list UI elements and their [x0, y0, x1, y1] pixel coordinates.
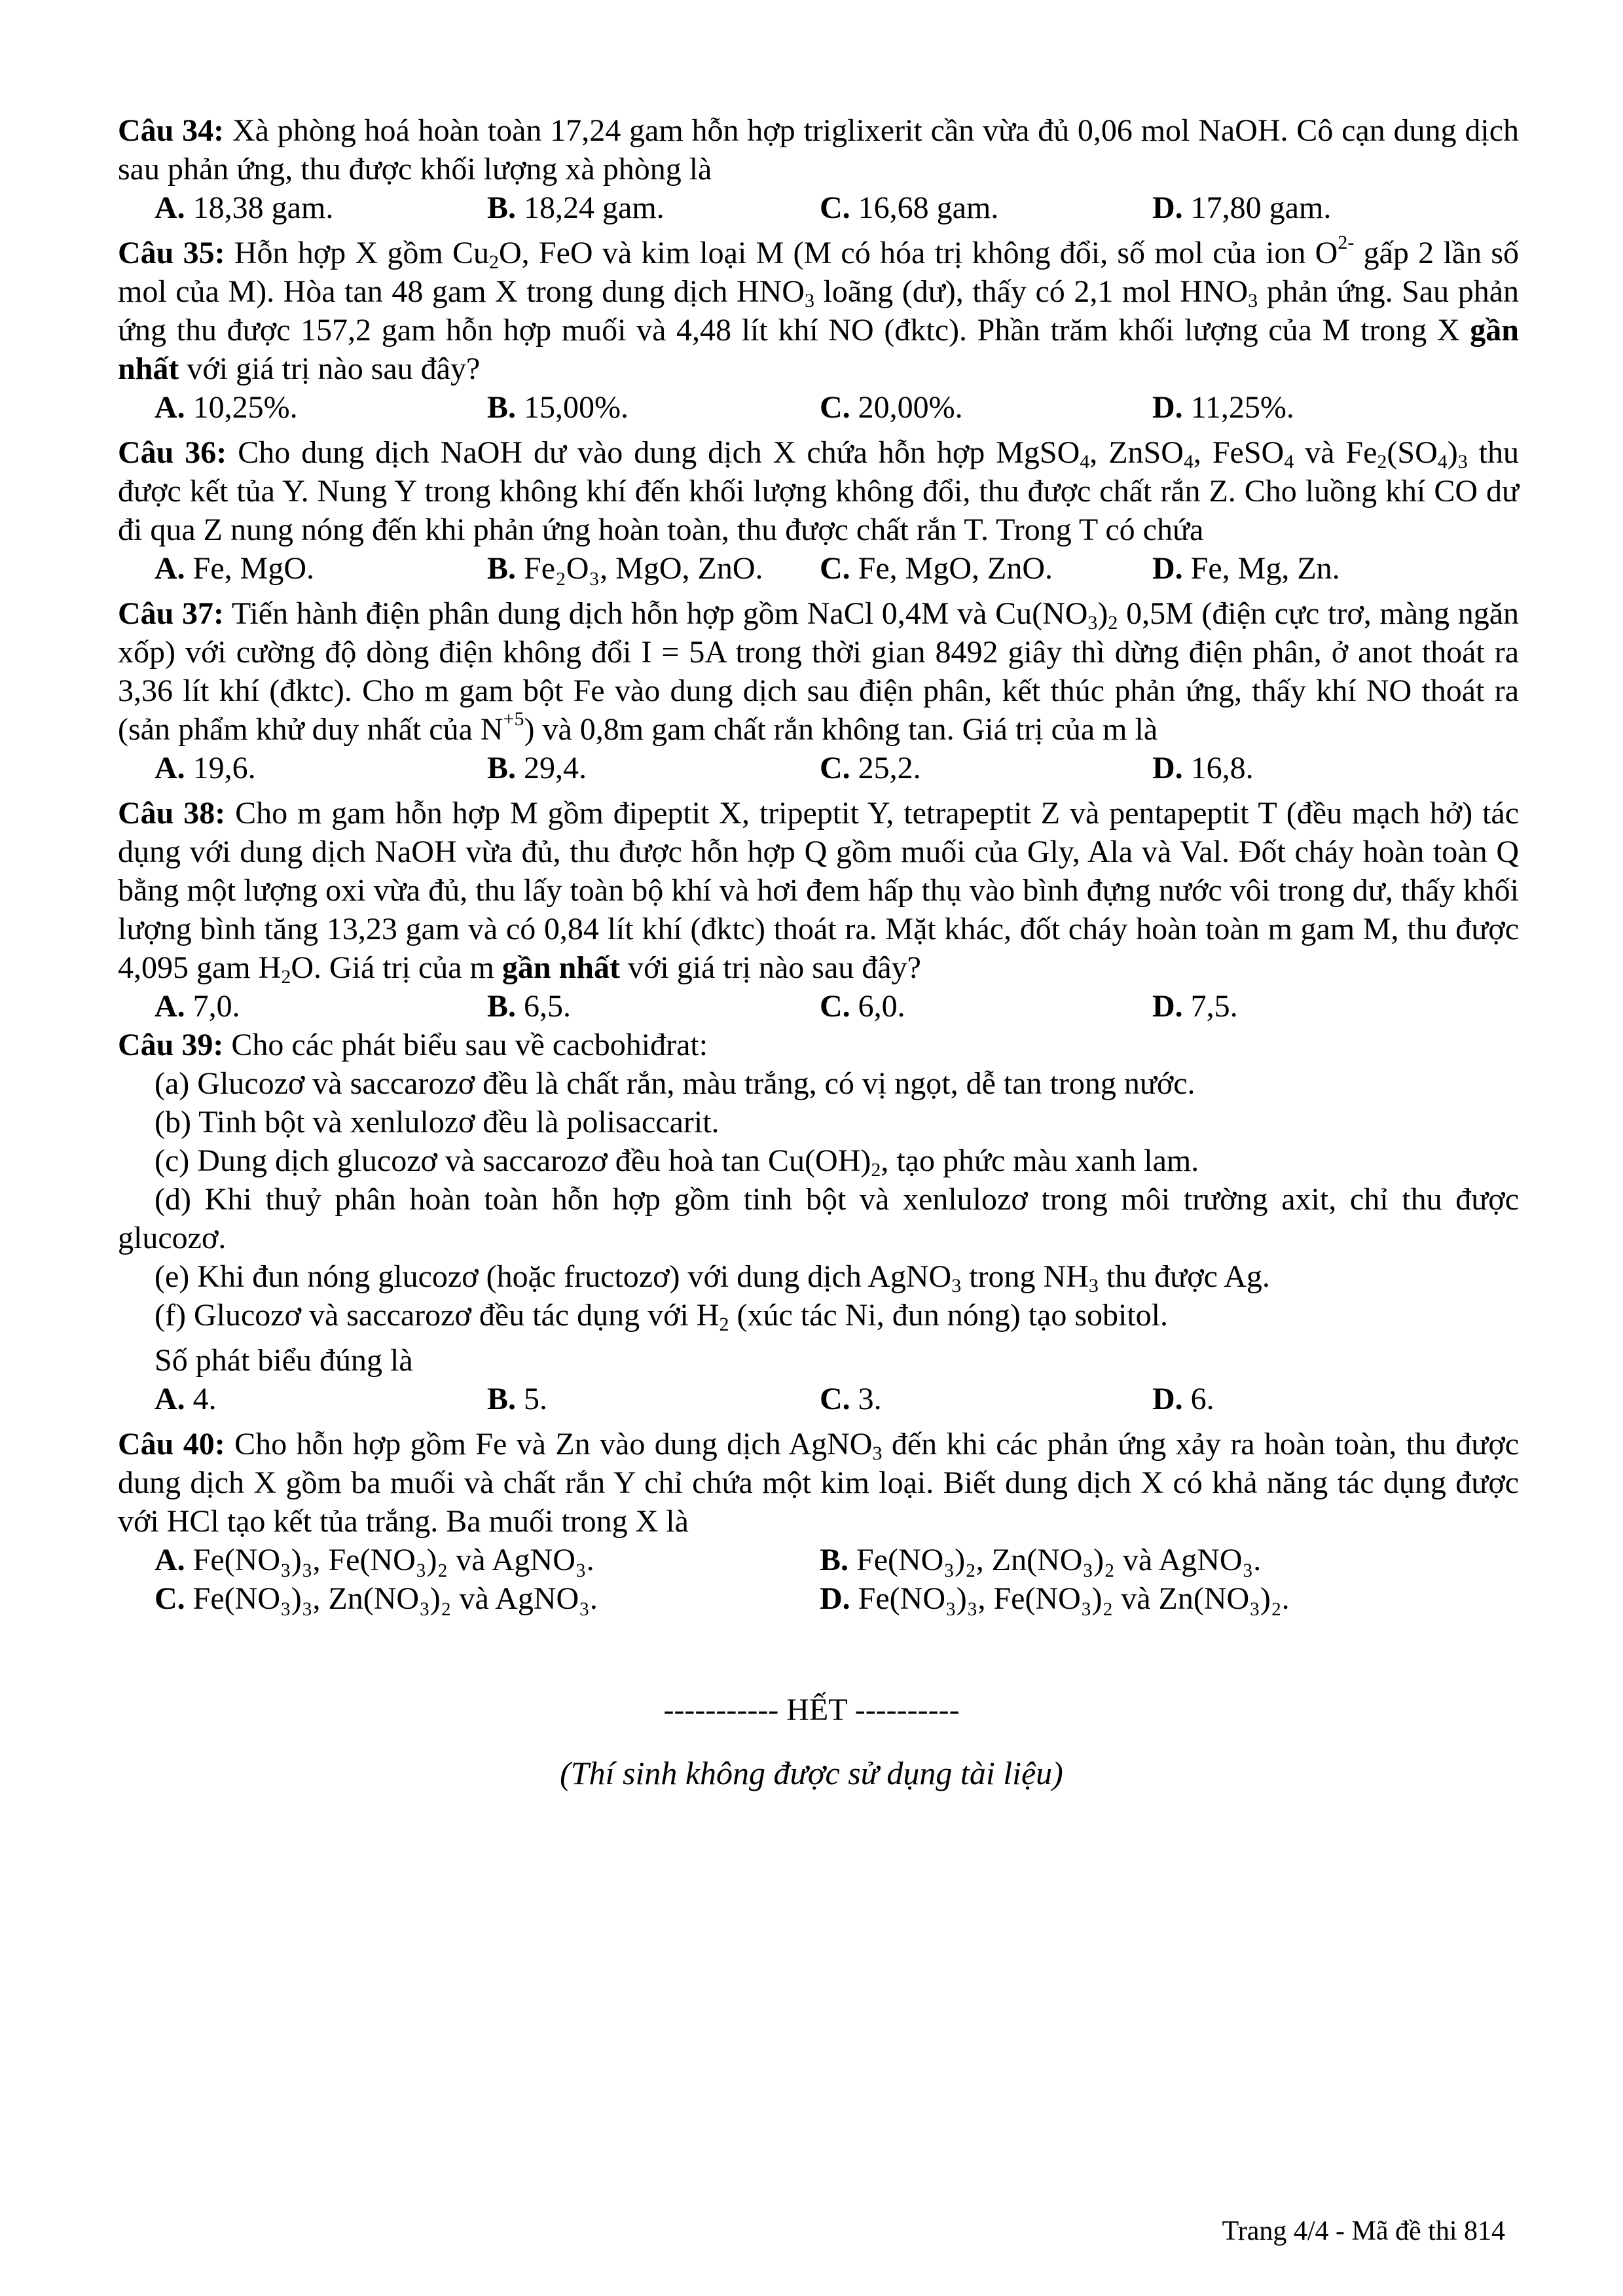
option-c: C. 20,00%. — [820, 390, 963, 425]
options-37 — [118, 749, 1519, 787]
options-39 — [118, 1380, 1519, 1418]
options-35 — [118, 388, 1519, 427]
option-d: D. 16,8. — [1152, 751, 1254, 785]
option-a: A. 7,0. — [155, 989, 240, 1024]
option-c: C. 16,68 gam. — [820, 190, 999, 225]
option-a: A. 4. — [155, 1382, 217, 1416]
option-d: D. 6. — [1152, 1382, 1214, 1416]
option-d: D. 17,80 gam. — [1152, 190, 1332, 225]
option-b: B. Fe(NO₃)₂, Zn(NO₃)₂ và AgNO₃. — [820, 1543, 1262, 1577]
question-text: Xà phòng hoá hoàn toàn 17,24 gam hỗn hợp triglixerit cần vừa đủ 0,06 mol NaOH. Cô cạn dung dịch sau phản ứng, thu được khối lượng xà phòng là — [118, 113, 1519, 187]
question-38: Câu 38: Cho m gam hỗn hợp M gồm đipeptit X, tripeptit Y, tetrapeptit Z và pentapeptit T (đều mạch hở) tác dụng với dung dịch NaOH vừa đủ, thu được hỗn hợp Q gồm muối của Gly, Ala và Val. Đốt cháy hoàn toàn Q bằng một lượng oxi vừa đủ, thu lấy toàn bộ khí và hơi đem hấp thụ vào bình đựng nước vôi trong dư, thấy khối lượng bình tăng 13,23 gam và có 0,84 lít khí (đktc) thoát ra. Mặt khác, đốt cháy hoàn toàn m gam M, thu được 4,095 gam $H_2O$. Giá trị của m gần nhất với giá trị nào sau đây? — [118, 796, 1519, 988]
option-a: A. 18,38 gam. — [155, 190, 334, 225]
question-34 — [118, 111, 1519, 188]
exam-page — [118, 111, 1519, 1618]
question-39-ask: Số phát biểu đúng là — [155, 1343, 413, 1378]
options-36 — [118, 549, 1519, 588]
option-a: A. Fe(NO₃)₃, Fe(NO₃)₂ và AgNO₃. — [155, 1543, 594, 1577]
option-c: C. Fe(NO₃)₃, Zn(NO₃)₂ và AgNO₃. — [155, 1581, 598, 1616]
option-a: A. 10,25%. — [155, 390, 298, 425]
statement-d: (d) Khi thuỷ phân hoàn toàn hỗn hợp gồm tinh bột và xenlulozơ trong môi trường axit, chỉ thu được glucozơ. — [118, 1182, 1519, 1255]
statement-b: (b) Tinh bột và xenlulozơ đều là polisaccarit. — [155, 1105, 720, 1139]
option-d: D. Fe, Mg, Zn. — [1152, 551, 1340, 586]
question-40: Câu 40: Cho hỗn hợp gồm Fe và Zn vào dung dịch AgNO$_3$ đến khi các phản ứng xảy ra hoàn toàn, thu được dung dịch X gồm ba muối và chất rắn Y chỉ chứa một kim loại. Biết dung dịch X có khả năng tác dụng được với HCl tạo kết tủa trắng. Ba muối trong X là — [118, 1427, 1520, 1539]
end-mark: ----------- HẾT ---------- — [663, 1693, 960, 1727]
option-b: B. 29,4. — [487, 751, 587, 785]
options-38 — [118, 987, 1519, 1026]
option-b: B. Fe₂O₃, MgO, ZnO. — [487, 551, 763, 586]
statement-e: (e) Khi đun nóng glucozơ (hoặc fructozơ) với dung dịch AgNO$_3$ trong $NH_3$ thu được Ag. — [155, 1259, 1270, 1297]
option-a: A. Fe, MgO. — [155, 551, 315, 586]
options-40 — [118, 1541, 1519, 1618]
question-label: Câu 34: — [118, 113, 225, 148]
option-b: B. 6,5. — [487, 989, 572, 1024]
options-34 — [118, 188, 1519, 227]
question-35: Câu 35: Hỗn hợp X gồm $Cu_2O$, FeO và kim loại M (M có hóa trị không đổi, số mol của ion $O^{2-}$ gấp 2 lần số mol của M). Hòa tan 48 gam X trong dung dịch $HNO_3$ loãng (dư), thấy có 2,1 mol $HNO_3$ phản ứng. Sau phản ứng thu được 157,2 gam hỗn hợp muối và 4,48 lít khí NO (đktc). Phần trăm khối lượng của M trong X gần nhất với giá trị nào sau đây? — [118, 232, 1520, 386]
option-b: B. 18,24 gam. — [487, 190, 665, 225]
exam-note: (Thí sinh không được sử dụng tài liệu) — [560, 1755, 1063, 1791]
option-c: C. Fe, MgO, ZnO. — [820, 551, 1053, 586]
question-36: Câu 36: Cho dung dịch NaOH dư vào dung dịch X chứa hỗn hợp MgSO$_4$, ZnSO$_4$, FeSO$_4$ và $Fe_2(SO_4)_3$ thu được kết tủa Y. Nung Y trong không khí đến khối lượng không đổi, thu được chất rắn Z. Cho luồng khí CO dư đi qua Z nung nóng đến khi phản ứng hoàn toàn, thu được chất rắn T. Trong T có chứa — [118, 435, 1520, 547]
statement-a: (a) Glucozơ và saccarozơ đều là chất rắn, màu trắng, có vị ngọt, dễ tan trong nước. — [155, 1066, 1195, 1101]
question-39: Câu 39: Cho các phát biểu sau về cacbohiđrat: — [118, 1028, 708, 1062]
option-d: D. 11,25%. — [1152, 390, 1294, 425]
option-c: C. 6,0. — [820, 989, 905, 1024]
option-a: A. 19,6. — [155, 751, 256, 785]
option-b: B. 5. — [487, 1382, 548, 1416]
statement-c: (c) Dung dịch glucozơ và saccarozơ đều hoà $\tan Cu(OH)_2$, tạo phức màu xanh lam. — [155, 1143, 1199, 1181]
statement-f: (f) Glucozơ và saccarozơ đều tác dụng với $H_2$ (xúc tác Ni, đun nóng) tạo sobitol. — [155, 1298, 1168, 1335]
option-d: D. Fe(NO₃)₃, Fe(NO₃)₂ và Zn(NO₃)₂. — [820, 1581, 1290, 1616]
option-c: C. 3. — [820, 1382, 882, 1416]
page-footer: Trang 4/4 - Mã đề thi 814 — [1222, 2216, 1505, 2246]
option-c: C. 25,2. — [820, 751, 921, 785]
option-d: D. 7,5. — [1152, 989, 1238, 1024]
option-b: B. 15,00%. — [487, 390, 629, 425]
question-37: Câu 37: Tiến hành điện phân dung dịch hỗn hợp gồm NaCl 0,4M và $Cu(NO_3)_2$ 0,5M (điện cực trơ, màng ngăn xốp) với cường độ dòng điện không đổi I = 5A trong thời gian 8492 giây thì dừng điện phân, ở anot thoát ra 3,36 lít khí (đktc). Cho m gam bột Fe vào dung dịch sau điện phân, kết thúc phản ứng, thấy khí NO thoát ra (sản phẩm khử duy nhất của $N^{+5}$) và 0,8m gam chất rắn không tan. Giá trị của m là — [118, 596, 1519, 747]
